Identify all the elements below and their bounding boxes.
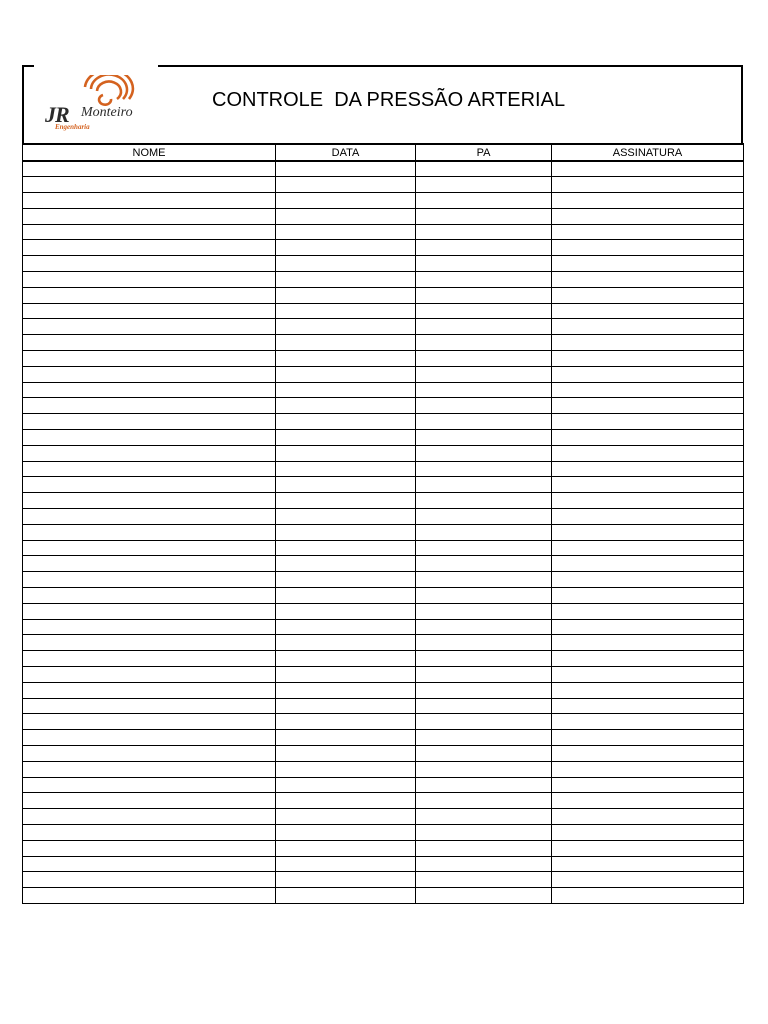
table-row bbox=[23, 524, 744, 540]
nome-cell[interactable] bbox=[23, 840, 276, 856]
table-body bbox=[23, 161, 744, 903]
nome-cell[interactable] bbox=[23, 287, 276, 303]
assinatura-cell[interactable] bbox=[552, 161, 744, 177]
assinatura-cell[interactable] bbox=[552, 208, 744, 224]
logo-name: Monteiro bbox=[81, 105, 133, 120]
table-row bbox=[23, 351, 744, 367]
nome-cell[interactable] bbox=[23, 351, 276, 367]
assinatura-cell[interactable] bbox=[552, 572, 744, 588]
assinatura-cell[interactable] bbox=[552, 809, 744, 825]
pa-cell[interactable] bbox=[416, 714, 552, 730]
nome-cell[interactable] bbox=[23, 193, 276, 209]
table-row bbox=[23, 509, 744, 525]
pa-cell[interactable] bbox=[416, 556, 552, 572]
data-cell[interactable] bbox=[276, 730, 416, 746]
pa-cell[interactable] bbox=[416, 303, 552, 319]
data-cell[interactable] bbox=[276, 540, 416, 556]
nome-cell[interactable] bbox=[23, 398, 276, 414]
data-cell[interactable] bbox=[276, 335, 416, 351]
pressure-log-table bbox=[22, 143, 744, 904]
pa-cell[interactable] bbox=[416, 840, 552, 856]
pa-cell[interactable] bbox=[416, 682, 552, 698]
table-row bbox=[23, 398, 744, 414]
table-row bbox=[23, 761, 744, 777]
pa-cell[interactable] bbox=[416, 445, 552, 461]
pa-cell[interactable] bbox=[416, 651, 552, 667]
assinatura-cell[interactable] bbox=[552, 524, 744, 540]
table-row bbox=[23, 619, 744, 635]
table-row bbox=[23, 540, 744, 556]
table-row bbox=[23, 272, 744, 288]
nome-cell[interactable] bbox=[23, 540, 276, 556]
assinatura-cell[interactable] bbox=[552, 272, 744, 288]
header-border-stub bbox=[24, 65, 34, 67]
assinatura-cell[interactable] bbox=[552, 793, 744, 809]
data-cell[interactable] bbox=[276, 398, 416, 414]
table-row bbox=[23, 698, 744, 714]
assinatura-cell[interactable] bbox=[552, 777, 744, 793]
assinatura-cell[interactable] bbox=[552, 366, 744, 382]
assinatura-cell[interactable] bbox=[552, 651, 744, 667]
nome-cell[interactable] bbox=[23, 667, 276, 683]
pa-cell[interactable] bbox=[416, 777, 552, 793]
data-cell[interactable] bbox=[276, 193, 416, 209]
data-cell[interactable] bbox=[276, 287, 416, 303]
pa-cell[interactable] bbox=[416, 698, 552, 714]
data-cell[interactable] bbox=[276, 493, 416, 509]
company-logo bbox=[39, 75, 159, 135]
table-row bbox=[23, 335, 744, 351]
nome-cell[interactable] bbox=[23, 303, 276, 319]
pa-cell[interactable] bbox=[416, 588, 552, 604]
assinatura-cell[interactable] bbox=[552, 603, 744, 619]
nome-cell[interactable] bbox=[23, 461, 276, 477]
header-border bbox=[158, 65, 741, 67]
data-cell[interactable] bbox=[276, 556, 416, 572]
nome-cell[interactable] bbox=[23, 414, 276, 430]
data-cell[interactable] bbox=[276, 319, 416, 335]
nome-cell[interactable] bbox=[23, 682, 276, 698]
pa-cell[interactable] bbox=[416, 540, 552, 556]
data-cell[interactable] bbox=[276, 256, 416, 272]
table-row bbox=[23, 572, 744, 588]
nome-cell[interactable] bbox=[23, 888, 276, 904]
table-row bbox=[23, 888, 744, 904]
pa-cell[interactable] bbox=[416, 493, 552, 509]
nome-cell[interactable] bbox=[23, 272, 276, 288]
pa-cell[interactable] bbox=[416, 524, 552, 540]
table-row bbox=[23, 193, 744, 209]
assinatura-cell[interactable] bbox=[552, 540, 744, 556]
nome-cell[interactable] bbox=[23, 793, 276, 809]
nome-cell[interactable] bbox=[23, 714, 276, 730]
nome-cell[interactable] bbox=[23, 603, 276, 619]
table-row bbox=[23, 682, 744, 698]
data-cell[interactable] bbox=[276, 351, 416, 367]
nome-cell[interactable] bbox=[23, 240, 276, 256]
table-row bbox=[23, 556, 744, 572]
data-cell[interactable] bbox=[276, 777, 416, 793]
assinatura-cell[interactable] bbox=[552, 730, 744, 746]
assinatura-cell[interactable] bbox=[552, 509, 744, 525]
nome-cell[interactable] bbox=[23, 524, 276, 540]
assinatura-cell[interactable] bbox=[552, 588, 744, 604]
pa-cell[interactable] bbox=[416, 509, 552, 525]
assinatura-cell[interactable] bbox=[552, 445, 744, 461]
data-cell[interactable] bbox=[276, 177, 416, 193]
assinatura-cell[interactable] bbox=[552, 667, 744, 683]
nome-cell[interactable] bbox=[23, 224, 276, 240]
table-row bbox=[23, 824, 744, 840]
table-row bbox=[23, 745, 744, 761]
assinatura-cell[interactable] bbox=[552, 351, 744, 367]
data-cell[interactable] bbox=[276, 793, 416, 809]
table-row bbox=[23, 730, 744, 746]
assinatura-cell[interactable] bbox=[552, 414, 744, 430]
pa-cell[interactable] bbox=[416, 761, 552, 777]
assinatura-cell[interactable] bbox=[552, 240, 744, 256]
data-cell[interactable] bbox=[276, 619, 416, 635]
pa-cell[interactable] bbox=[416, 730, 552, 746]
nome-cell[interactable] bbox=[23, 730, 276, 746]
nome-cell[interactable] bbox=[23, 430, 276, 446]
data-cell[interactable] bbox=[276, 414, 416, 430]
logo-initials: JR bbox=[45, 102, 69, 127]
table-row bbox=[23, 856, 744, 872]
data-cell[interactable] bbox=[276, 872, 416, 888]
nome-cell[interactable] bbox=[23, 319, 276, 335]
nome-cell[interactable] bbox=[23, 651, 276, 667]
pa-cell[interactable] bbox=[416, 667, 552, 683]
table-row bbox=[23, 240, 744, 256]
data-cell[interactable] bbox=[276, 840, 416, 856]
nome-cell[interactable] bbox=[23, 256, 276, 272]
table-row bbox=[23, 840, 744, 856]
nome-cell[interactable] bbox=[23, 477, 276, 493]
pa-cell[interactable] bbox=[416, 161, 552, 177]
assinatura-cell[interactable] bbox=[552, 287, 744, 303]
table-row bbox=[23, 224, 744, 240]
data-cell[interactable] bbox=[276, 382, 416, 398]
assinatura-cell[interactable] bbox=[552, 303, 744, 319]
table-row bbox=[23, 208, 744, 224]
assinatura-cell[interactable] bbox=[552, 477, 744, 493]
nome-cell[interactable] bbox=[23, 493, 276, 509]
table-row bbox=[23, 414, 744, 430]
nome-cell[interactable] bbox=[23, 872, 276, 888]
data-cell[interactable] bbox=[276, 761, 416, 777]
pa-cell[interactable] bbox=[416, 398, 552, 414]
table-row bbox=[23, 319, 744, 335]
nome-cell[interactable] bbox=[23, 856, 276, 872]
pa-cell[interactable] bbox=[416, 619, 552, 635]
nome-cell[interactable] bbox=[23, 161, 276, 177]
table-row bbox=[23, 493, 744, 509]
data-cell[interactable] bbox=[276, 698, 416, 714]
pa-cell[interactable] bbox=[416, 745, 552, 761]
nome-cell[interactable] bbox=[23, 366, 276, 382]
data-cell[interactable] bbox=[276, 667, 416, 683]
nome-cell[interactable] bbox=[23, 572, 276, 588]
pa-cell[interactable] bbox=[416, 461, 552, 477]
table-header-row bbox=[23, 144, 744, 161]
assinatura-cell[interactable] bbox=[552, 888, 744, 904]
nome-cell[interactable] bbox=[23, 445, 276, 461]
data-cell[interactable] bbox=[276, 824, 416, 840]
pa-cell[interactable] bbox=[416, 351, 552, 367]
data-cell[interactable] bbox=[276, 445, 416, 461]
pa-cell[interactable] bbox=[416, 824, 552, 840]
logo-subtitle: Engenharia bbox=[55, 123, 90, 131]
table-row bbox=[23, 635, 744, 651]
assinatura-cell[interactable] bbox=[552, 224, 744, 240]
pa-cell[interactable] bbox=[416, 208, 552, 224]
assinatura-cell[interactable] bbox=[552, 398, 744, 414]
nome-cell[interactable] bbox=[23, 619, 276, 635]
assinatura-cell[interactable] bbox=[552, 856, 744, 872]
column-header-nome: NOME bbox=[23, 144, 276, 161]
data-cell[interactable] bbox=[276, 303, 416, 319]
table-row bbox=[23, 603, 744, 619]
table-row bbox=[23, 177, 744, 193]
data-cell[interactable] bbox=[276, 461, 416, 477]
assinatura-cell[interactable] bbox=[552, 824, 744, 840]
assinatura-cell[interactable] bbox=[552, 177, 744, 193]
assinatura-cell[interactable] bbox=[552, 430, 744, 446]
assinatura-cell[interactable] bbox=[552, 872, 744, 888]
assinatura-cell[interactable] bbox=[552, 761, 744, 777]
pa-cell[interactable] bbox=[416, 872, 552, 888]
data-cell[interactable] bbox=[276, 524, 416, 540]
assinatura-cell[interactable] bbox=[552, 493, 744, 509]
nome-cell[interactable] bbox=[23, 335, 276, 351]
table-row bbox=[23, 445, 744, 461]
assinatura-cell[interactable] bbox=[552, 556, 744, 572]
data-cell[interactable] bbox=[276, 588, 416, 604]
pa-cell[interactable] bbox=[416, 635, 552, 651]
pa-cell[interactable] bbox=[416, 888, 552, 904]
nome-cell[interactable] bbox=[23, 777, 276, 793]
nome-cell[interactable] bbox=[23, 635, 276, 651]
nome-cell[interactable] bbox=[23, 509, 276, 525]
blood-pressure-form bbox=[22, 65, 743, 904]
data-cell[interactable] bbox=[276, 366, 416, 382]
pa-cell[interactable] bbox=[416, 193, 552, 209]
data-cell[interactable] bbox=[276, 714, 416, 730]
assinatura-cell[interactable] bbox=[552, 619, 744, 635]
nome-cell[interactable] bbox=[23, 824, 276, 840]
data-cell[interactable] bbox=[276, 809, 416, 825]
nome-cell[interactable] bbox=[23, 382, 276, 398]
data-cell[interactable] bbox=[276, 603, 416, 619]
pa-cell[interactable] bbox=[416, 603, 552, 619]
form-header bbox=[22, 65, 743, 143]
data-cell[interactable] bbox=[276, 572, 416, 588]
nome-cell[interactable] bbox=[23, 208, 276, 224]
assinatura-cell[interactable] bbox=[552, 840, 744, 856]
table-row bbox=[23, 793, 744, 809]
pa-cell[interactable] bbox=[416, 256, 552, 272]
assinatura-cell[interactable] bbox=[552, 335, 744, 351]
table-row bbox=[23, 872, 744, 888]
assinatura-cell[interactable] bbox=[552, 635, 744, 651]
pa-cell[interactable] bbox=[416, 319, 552, 335]
table-row bbox=[23, 161, 744, 177]
table-row bbox=[23, 809, 744, 825]
assinatura-cell[interactable] bbox=[552, 193, 744, 209]
data-cell[interactable] bbox=[276, 888, 416, 904]
table-row bbox=[23, 714, 744, 730]
pa-cell[interactable] bbox=[416, 430, 552, 446]
table-row bbox=[23, 477, 744, 493]
nome-cell[interactable] bbox=[23, 698, 276, 714]
assinatura-cell[interactable] bbox=[552, 382, 744, 398]
data-cell[interactable] bbox=[276, 745, 416, 761]
form-title: CONTROLE DA PRESSÃO ARTERIAL bbox=[212, 89, 566, 111]
data-cell[interactable] bbox=[276, 682, 416, 698]
column-header-pa: PA bbox=[416, 144, 552, 161]
data-cell[interactable] bbox=[276, 635, 416, 651]
pa-cell[interactable] bbox=[416, 366, 552, 382]
table-row bbox=[23, 430, 744, 446]
table-row bbox=[23, 667, 744, 683]
pa-cell[interactable] bbox=[416, 572, 552, 588]
assinatura-cell[interactable] bbox=[552, 256, 744, 272]
pa-cell[interactable] bbox=[416, 287, 552, 303]
data-cell[interactable] bbox=[276, 651, 416, 667]
data-cell[interactable] bbox=[276, 240, 416, 256]
assinatura-cell[interactable] bbox=[552, 682, 744, 698]
assinatura-cell[interactable] bbox=[552, 319, 744, 335]
table-row bbox=[23, 588, 744, 604]
pa-cell[interactable] bbox=[416, 177, 552, 193]
nome-cell[interactable] bbox=[23, 761, 276, 777]
table-row bbox=[23, 256, 744, 272]
table-row bbox=[23, 303, 744, 319]
table-row bbox=[23, 287, 744, 303]
data-cell[interactable] bbox=[276, 161, 416, 177]
data-cell[interactable] bbox=[276, 208, 416, 224]
pa-cell[interactable] bbox=[416, 240, 552, 256]
nome-cell[interactable] bbox=[23, 809, 276, 825]
assinatura-cell[interactable] bbox=[552, 461, 744, 477]
pa-cell[interactable] bbox=[416, 809, 552, 825]
data-cell[interactable] bbox=[276, 509, 416, 525]
data-cell[interactable] bbox=[276, 224, 416, 240]
data-cell[interactable] bbox=[276, 272, 416, 288]
nome-cell[interactable] bbox=[23, 556, 276, 572]
data-cell[interactable] bbox=[276, 430, 416, 446]
nome-cell[interactable] bbox=[23, 177, 276, 193]
pa-cell[interactable] bbox=[416, 414, 552, 430]
data-cell[interactable] bbox=[276, 477, 416, 493]
nome-cell[interactable] bbox=[23, 745, 276, 761]
pa-cell[interactable] bbox=[416, 382, 552, 398]
table-row bbox=[23, 651, 744, 667]
pa-cell[interactable] bbox=[416, 477, 552, 493]
assinatura-cell[interactable] bbox=[552, 714, 744, 730]
assinatura-cell[interactable] bbox=[552, 698, 744, 714]
assinatura-cell[interactable] bbox=[552, 745, 744, 761]
table-row bbox=[23, 366, 744, 382]
nome-cell[interactable] bbox=[23, 588, 276, 604]
column-header-data: DATA bbox=[276, 144, 416, 161]
pa-cell[interactable] bbox=[416, 335, 552, 351]
pa-cell[interactable] bbox=[416, 856, 552, 872]
column-header-assinatura: ASSINATURA bbox=[552, 144, 744, 161]
table-row bbox=[23, 777, 744, 793]
table-row bbox=[23, 461, 744, 477]
pa-cell[interactable] bbox=[416, 224, 552, 240]
table-row bbox=[23, 382, 744, 398]
pa-cell[interactable] bbox=[416, 793, 552, 809]
pa-cell[interactable] bbox=[416, 272, 552, 288]
data-cell[interactable] bbox=[276, 856, 416, 872]
